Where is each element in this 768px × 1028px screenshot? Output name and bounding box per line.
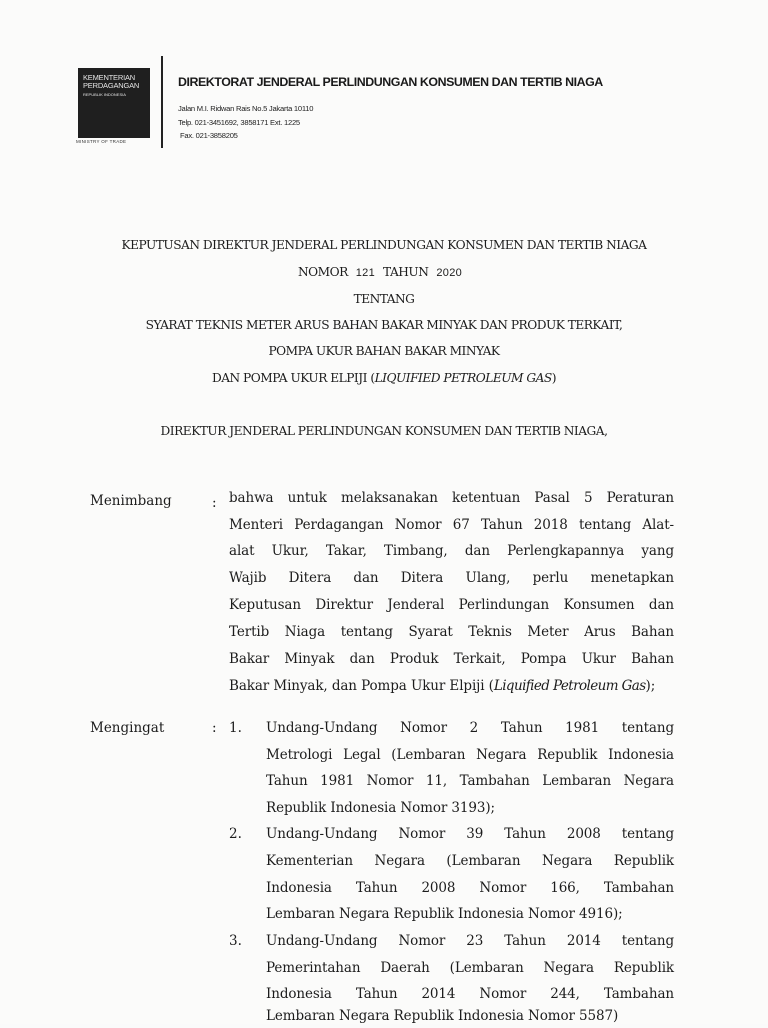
item-line: Indonesia Tahun 2008 Nomor 166, Tambahan xyxy=(266,880,674,896)
tentang-heading: TENTANG xyxy=(353,292,415,306)
organization-name: DIREKTORAT JENDERAL PERLINDUNGAN KONSUMEN DAN TERTIB NIAGA xyxy=(178,75,603,89)
subject-line-2: POMPA UKUR BAHAN BAKAR MINYAK xyxy=(268,344,500,358)
phone-text: Telp. 021-3451692, 3858171 Ext. 1225 xyxy=(178,118,300,127)
item-number: 3. xyxy=(229,933,242,949)
menimbang-last-prefix: Bakar Minyak, dan Pompa Ukur Elpiji ( xyxy=(229,678,494,694)
item-number: 2. xyxy=(229,826,242,842)
item-line: Lembaran Negara Republik Indonesia Nomor 5587) xyxy=(266,1008,619,1024)
issuer-line: DIREKTUR JENDERAL PERLINDUNGAN KONSUMEN DAN TERTIB NIAGA, xyxy=(160,424,608,438)
menimbang-last-line xyxy=(229,678,674,698)
logo-text-line3: REPUBLIK INDONESIA xyxy=(83,92,126,97)
subject-line-3-suffix: ) xyxy=(551,371,557,385)
item-line: Undang-Undang Nomor 39 Tahun 2008 tentang xyxy=(266,826,674,842)
menimbang-line: Keputusan Direktur Jenderal Perlindungan Konsumen dan xyxy=(229,597,674,613)
subject-line-3 xyxy=(0,371,768,385)
item-line: Undang-Undang Nomor 23 Tahun 2014 tentang xyxy=(266,933,674,949)
menimbang-line: Bakar Minyak dan Produk Terkait, Pompa Ukur Bahan xyxy=(229,651,674,667)
subject-line-1: SYARAT TEKNIS METER ARUS BAHAN BAKAR MINYAK DAN PRODUK TERKAIT, xyxy=(145,318,623,332)
fax-text: Fax. 021-3858205 xyxy=(180,131,238,140)
nomor-label: NOMOR xyxy=(297,265,348,279)
tahun-value: 2020 xyxy=(436,267,463,279)
menimbang-line: Menteri Perdagangan Nomor 67 Tahun 2018 tentang Alat- xyxy=(229,517,674,533)
menimbang-last-suffix: ); xyxy=(645,678,656,694)
item-number: 1. xyxy=(229,720,242,736)
menimbang-line: Tertib Niaga tentang Syarat Teknis Meter Arus Bahan xyxy=(229,624,674,640)
menimbang-line: alat Ukur, Takar, Timbang, dan Perlengkapannya yang xyxy=(229,543,674,559)
ministry-logo xyxy=(78,68,150,138)
mengingat-label: Mengingat xyxy=(90,720,165,736)
letterhead-divider xyxy=(161,56,163,148)
subject-line-3-italic: LIQUIFIED PETROLEUM GAS xyxy=(374,371,552,385)
subject-line-3-prefix: DAN POMPA UKUR ELPIJI ( xyxy=(211,371,375,385)
item-line: Lembaran Negara Republik Indonesia Nomor 4916); xyxy=(266,906,623,922)
tahun-label: TAHUN xyxy=(383,265,429,279)
menimbang-last-italic: Liquified Petroleum Gas xyxy=(493,678,646,694)
item-line: Republik Indonesia Nomor 3193); xyxy=(266,800,495,816)
item-line: Undang-Undang Nomor 2 Tahun 1981 tentang xyxy=(266,720,674,736)
decree-number-line xyxy=(0,265,768,279)
item-line: Metrologi Legal (Lembaran Negara Republik Indonesia xyxy=(266,747,674,763)
decree-title: KEPUTUSAN DIREKTUR JENDERAL PERLINDUNGAN KONSUMEN DAN TERTIB NIAGA xyxy=(121,238,647,252)
address-text: Jalan M.I. Ridwan Rais No.5 Jakarta 10110 xyxy=(178,104,314,113)
nomor-value: 121 xyxy=(355,267,376,279)
logo-text-line1: KEMENTERIAN xyxy=(83,73,135,82)
logo-text-line2: PERDAGANGAN xyxy=(83,81,140,90)
mengingat-colon: : xyxy=(212,720,217,736)
item-line: Kementerian Negara (Lembaran Negara Republik xyxy=(266,853,674,869)
menimbang-label: Menimbang xyxy=(90,493,172,509)
menimbang-colon: : xyxy=(212,495,217,511)
menimbang-line: bahwa untuk melaksanakan ketentuan Pasal 5 Peraturan xyxy=(229,490,674,506)
item-line: Tahun 1981 Nomor 11, Tambahan Lembaran Negara xyxy=(266,773,674,789)
logo-subtext: MINISTRY OF TRADE xyxy=(76,139,127,144)
item-line: Pemerintahan Daerah (Lembaran Negara Republik xyxy=(266,960,674,976)
menimbang-line: Wajib Ditera dan Ditera Ulang, perlu menetapkan xyxy=(229,570,674,586)
item-line: Indonesia Tahun 2014 Nomor 244, Tambahan xyxy=(266,986,674,1002)
